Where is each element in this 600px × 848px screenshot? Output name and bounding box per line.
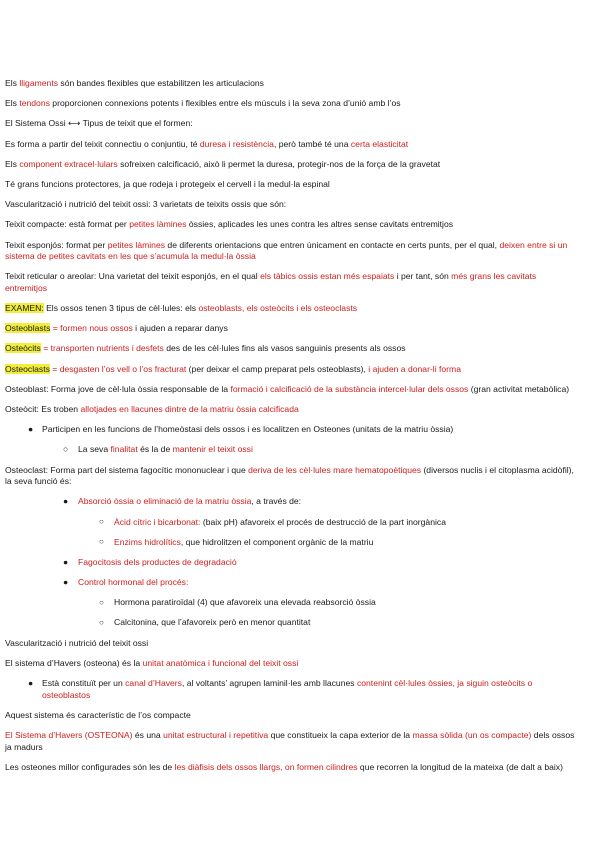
list-item [5, 577, 578, 589]
term-cavitats-grans: més grans les cavitats entremitjos [5, 271, 537, 293]
term-allotjades: allotjades en llacunes dintre de la matriu òssia calcificada [80, 404, 299, 414]
text: és la de [137, 444, 173, 455]
text: Calcitonina, que l’afavoreix però en menor quantitat [114, 617, 311, 628]
term-deriva: deriva de les cèl·lules mare hematopoètiques [248, 464, 422, 475]
text: i per tant, són [394, 271, 452, 282]
text: Participen en les funcions de l’homeòstasi dels ossos i es localitzen en Osteones (unitats de la matriu òssia) [42, 424, 454, 435]
term-donar-forma: i ajuden a donar-li forma [368, 363, 461, 374]
text: , però també té una [273, 138, 351, 149]
text: Osteoclast: Forma part del sistema fagocític mononuclear i que [5, 464, 249, 475]
term-petites-lamines: petites làmines [107, 239, 166, 250]
paragraph-sistema-ossi [5, 118, 578, 130]
term-cell-types: osteoblasts, els osteòcits i els osteoclasts [198, 303, 358, 314]
list-item [5, 444, 578, 456]
bullet-circle-icon: ○ [63, 444, 69, 455]
bullet-circle-icon: ○ [99, 517, 104, 527]
text: que recorren la longitud de la mateixa (de dalt a baix) [357, 761, 563, 772]
term-formacio: formació i calcificació de la substància intercel·lular dels ossos [230, 383, 469, 394]
term-ligaments: lligaments [19, 78, 59, 88]
text: Aquest sistema és característic de l’os compacte [5, 709, 191, 720]
highlight-osteocits: Osteòcits [5, 343, 41, 354]
list-item [5, 597, 578, 609]
term-elasticitat: certa elasticitat [350, 138, 409, 149]
text: Teixit esponjós: format per [5, 239, 108, 250]
text: de diferents orientacions que entren únicament en contacte en certs punts, per el qual, [165, 239, 500, 250]
text: Vascularització i nutrició del teixit ossi: 3 varietats de teixits ossis que són: [5, 199, 287, 210]
bullet-disc-icon: ● [28, 678, 34, 689]
term-mantenir: mantenir el teixit ossi [172, 444, 253, 455]
bullet-circle-icon: ○ [99, 537, 104, 547]
text: (gran activitat metabòlica) [468, 383, 570, 394]
text: (baix pH) afavoreix el procés de destrucció de la part inorgànica [200, 516, 446, 527]
list-item [5, 678, 578, 701]
highlight-osteoclasts: Osteoclasts [5, 363, 50, 374]
paragraph-protective [5, 179, 578, 191]
bullet-disc-icon: ● [63, 556, 69, 567]
text: que constitueix la capa exterior de la [268, 730, 413, 740]
text: , a través de: [251, 496, 302, 507]
text: Els ossos tenen 3 tipus de cèl·lules: els [43, 303, 199, 314]
bullet-disc-icon: ● [28, 424, 34, 435]
text: Es forma a partir del teixit connectiu o conjuntiu, té [5, 138, 200, 149]
text: Teixit reticular o areolar: Una varietat del teixit esponjós, en el qual [5, 271, 261, 282]
bullet-circle-icon: ○ [99, 617, 104, 627]
term-desgasten: = desgasten l’os vell o l’os fracturat [49, 363, 187, 374]
paragraph-formation [5, 139, 578, 151]
paragraph-osteocits [5, 343, 578, 355]
text: Vascularització i nutrició del teixit ossi [5, 637, 149, 648]
list-item [5, 617, 578, 629]
text: Osteoblast: Forma jove de cèl·lula òssia responsable de la [5, 383, 231, 394]
text: Té grans funcions protectores, ja que rodeja i protegeix el cervell i la medul·la espinal [5, 178, 330, 189]
paragraph-reticular-tissue [5, 271, 578, 294]
paragraph-osteoclasts [5, 364, 578, 376]
paragraph-osteona [5, 730, 578, 753]
text: (per deixar el camp preparat pels osteoblasts), [186, 363, 369, 374]
term-control-hormonal: Control hormonal del procés: [78, 577, 189, 588]
list-item [5, 424, 578, 436]
bullet-disc-icon: ● [63, 577, 69, 588]
term-cavitats: deixen entre si un sistema de petites cavitats en les que s’acumula la medul·la òssia [5, 239, 568, 262]
term-diafisis: les diàfisis dels ossos llargs, on formen cilindres [174, 761, 358, 772]
paragraph-osteoclast-def [5, 465, 578, 488]
paragraph-osteoblasts [5, 323, 578, 335]
bullet-circle-icon: ○ [99, 597, 104, 607]
paragraph-tendons [5, 98, 578, 110]
list-item [5, 517, 578, 529]
term-petites-lamines: petites làmines [129, 219, 187, 230]
term-tendons: tendons [19, 98, 50, 109]
term-component-extracellular: component extracel·lulars [19, 158, 118, 169]
paragraph-compact-tissue [5, 219, 578, 231]
paragraph-vascularization [5, 199, 578, 211]
text: Teixit compacte: està format per [5, 219, 130, 230]
paragraph-compact-bone [5, 710, 578, 722]
text: , al voltants’ agrupen laminil·les amb llacunes [181, 678, 357, 689]
term-transporten: = transporten nutrients i desfets [40, 343, 164, 354]
paragraph-osteones [5, 762, 578, 774]
term-canal-havers: canal d’Havers [125, 678, 182, 689]
list-item [5, 557, 578, 569]
paragraph-vascularization-2 [5, 638, 578, 650]
text: Els [5, 78, 20, 88]
paragraph-exam [5, 303, 578, 315]
text: Els [5, 158, 20, 169]
term-tabics: els tàbics ossis estan més espaiats [260, 271, 395, 282]
text: proporcionen connexions potents i flexibles entre els músculs i la seva zona d’unió amb l’os [49, 98, 401, 109]
text: Hormona paratiroïdal (4) que afavoreix una elevada reabsorció òssia [114, 597, 376, 608]
paragraph-spongy-tissue [5, 240, 578, 263]
term-absorcio: Absorció òssia o eliminació de la matriu òssia [78, 496, 252, 507]
paragraph-extracellular [5, 159, 578, 171]
term-formen: = formen nous ossos [50, 323, 133, 334]
term-unitat-anatomica: unitat anatòmica i funcional del teixit ossi [142, 657, 299, 668]
bullet-disc-icon: ● [63, 496, 69, 507]
text: dels ossos ja madurs [5, 730, 575, 752]
text: òssies, aplicades les unes contra les altres sense cavitats entremitjos [186, 219, 454, 230]
list-item [5, 537, 578, 549]
term-acid-citric: Àcid cítric i bicarbonat: [114, 516, 201, 527]
term-contenint: contenint cèl·lules òssies, ja siguin osteòcits o osteoblastos [42, 678, 533, 700]
text: sofreixen calcificació, això li permet la duresa, protegir-nos de la força de la gravetat [117, 158, 441, 169]
text: Els [5, 98, 20, 109]
text: , que hidrolitzen el component orgànic de la matriu [180, 536, 374, 547]
list-item [5, 496, 578, 508]
text: són bandes flexibles que estabilitzen les articulacions [58, 78, 264, 88]
paragraph-ligaments [5, 78, 578, 90]
paragraph-osteocit-def [5, 404, 578, 416]
text: Osteòcit: Es troben [5, 404, 81, 414]
term-osteona: El Sistema d’Havers (OSTEONA) [5, 730, 133, 740]
text: i ajuden a reparar danys [132, 323, 228, 334]
text: és una [132, 730, 164, 740]
text: El sistema d’Havers (osteona) és la [5, 657, 143, 668]
text: Les osteones millor configurades són les de [5, 761, 175, 772]
paragraph-osteoblast-def [5, 384, 578, 396]
text: Està constituït per un [42, 678, 126, 689]
text: El Sistema Ossi ⟷ Tipus de teixit que el formen: [5, 118, 193, 129]
term-enzims: Enzims hidrolítics [114, 536, 181, 547]
term-finalitat: finalitat [110, 444, 138, 455]
highlight-osteoblasts: Osteoblasts [5, 323, 51, 334]
text: des de les cèl·lules fins als vasos sanguinis presents als ossos [163, 343, 406, 354]
term-massa-solida: massa sòlida (un os compacte) [412, 730, 532, 740]
text: (diversos nuclis i el citoplasma acidòfil), la seva funció és: [5, 464, 574, 487]
term-unitat-estructural: unitat estructural i repetitiva [163, 730, 269, 740]
term-fagocitosis: Fagocitosis dels productes de degradació [78, 556, 237, 567]
paragraph-havers-system [5, 658, 578, 670]
highlight-examen: EXAMEN: [5, 303, 44, 314]
term-duresa: duresa i resistència [199, 138, 274, 149]
text: La seva [78, 444, 111, 455]
